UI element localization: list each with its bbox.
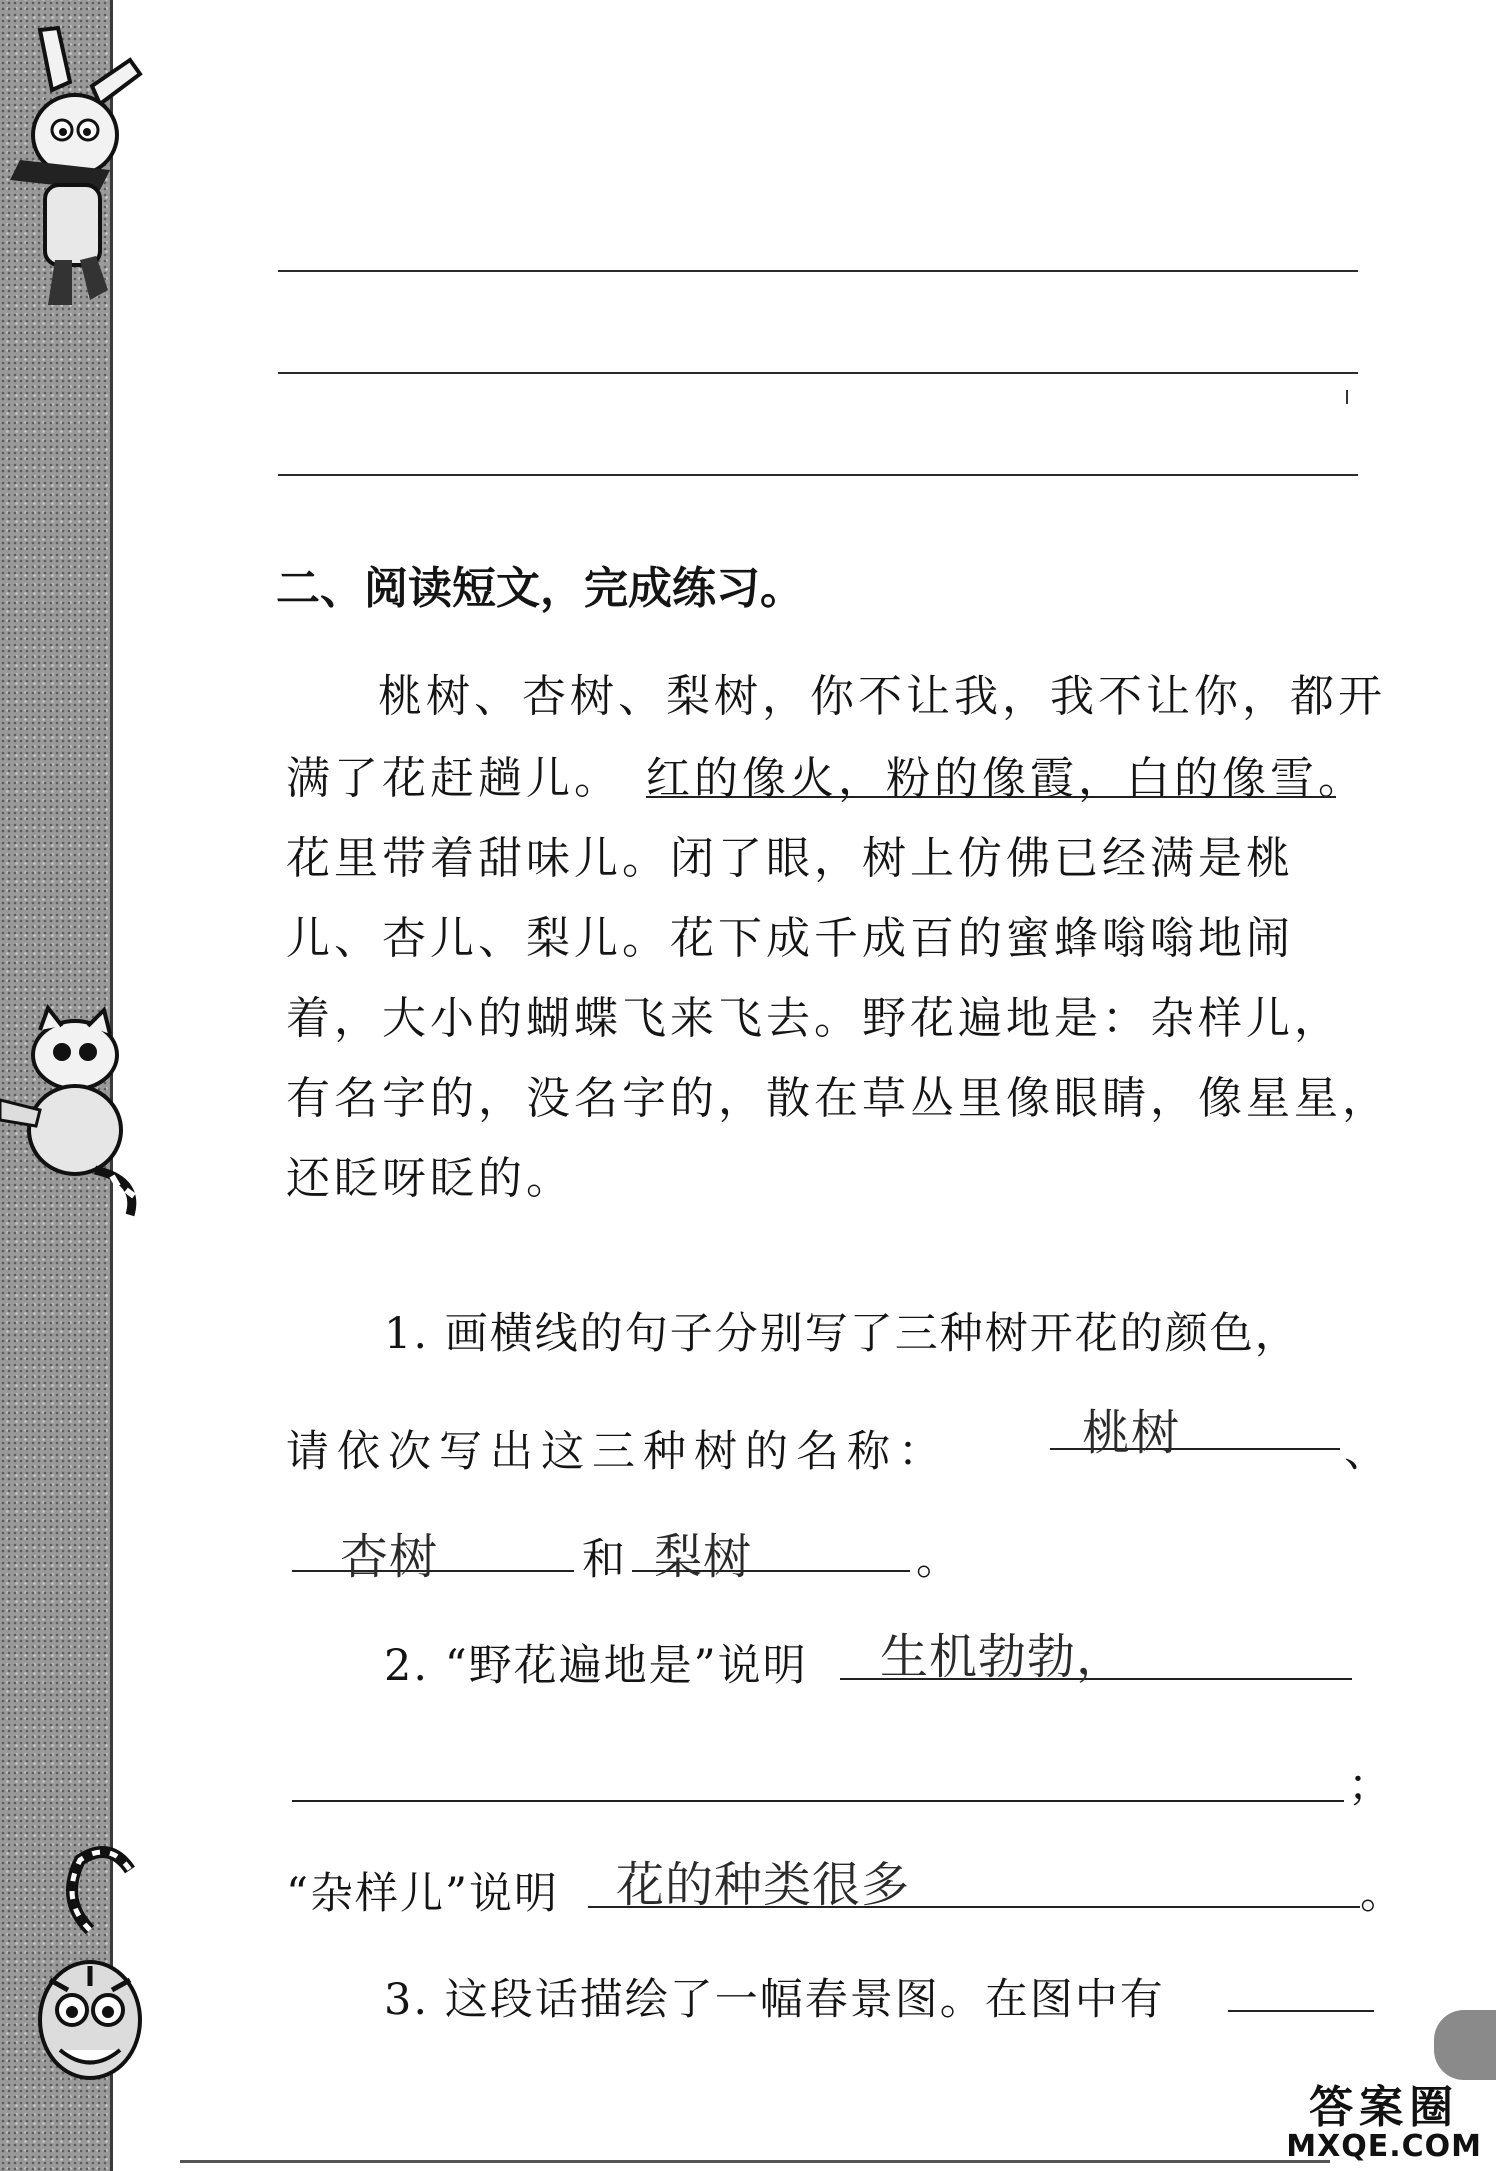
question-2-prompt-2: “杂样儿”说明 — [286, 1869, 559, 1919]
raccoon-cartoon-icon — [0, 1000, 160, 1230]
watermark-line-1: 答案圈 — [1309, 2082, 1460, 2133]
question-1-prompt: 请依次写出这三种树的名称： — [286, 1427, 949, 1477]
handwritten-answer-1: 桃树 — [1082, 1407, 1181, 1460]
handwritten-answer-4: 生机勃勃， — [880, 1631, 1126, 1684]
answer-blank-7[interactable] — [1228, 2010, 1374, 2012]
question-1-text: 1. 画横线的句子分别写了三种树开花的颜色， — [384, 1309, 1300, 1359]
semicolon: ； — [1348, 1761, 1393, 1811]
question-3-text: 3. 这段话描绘了一幅春景图。在图中有 — [384, 1975, 1165, 2025]
passage-line: 花里带着甜味儿。闭了眼，树上仿佛已经满是桃 — [286, 833, 1294, 884]
site-watermark — [1286, 2082, 1482, 2164]
section-heading: 二、阅读短文，完成练习。 — [276, 563, 804, 614]
end-period: 。 — [916, 1535, 961, 1585]
watermark-line-2: MXQE.COM — [1286, 2129, 1482, 2164]
handwritten-answer-3: 梨树 — [654, 1531, 753, 1584]
passage-line: 满了花赶趟儿。 — [286, 753, 622, 804]
handwritten-answer-2: 杏树 — [340, 1531, 439, 1584]
answer-line[interactable] — [278, 474, 1358, 476]
conjunction-he: 和 — [582, 1535, 627, 1585]
answer-line[interactable] — [278, 372, 1358, 374]
rabbit-cartoon-icon — [0, 20, 160, 320]
passage-line: 还眨呀眨的。 — [286, 1153, 574, 1204]
separator-comma: 、 — [1344, 1427, 1389, 1477]
end-period: 。 — [1360, 1869, 1405, 1919]
page-corner-tab — [1434, 2010, 1496, 2080]
page-bottom-border — [180, 2160, 1330, 2163]
stray-tick-mark — [1346, 390, 1348, 404]
passage-line: 着，大小的蝴蝶飞来飞去。野花遍地是：杂样儿， — [286, 993, 1342, 1044]
answer-line[interactable] — [278, 270, 1358, 272]
question-2-text: 2. “野花遍地是”说明 — [384, 1641, 808, 1691]
passage-underlined-sentence: 红的像火，粉的像霞，白的像雪。 — [646, 753, 1366, 804]
passage-line: 儿、杏儿、梨儿。花下成千成百的蜜蜂嗡嗡地闹 — [286, 913, 1294, 964]
passage-sentence-underline — [646, 796, 1336, 798]
tiger-cartoon-icon — [20, 1840, 170, 2140]
handwritten-answer-5: 花的种类很多 — [616, 1859, 911, 1912]
passage-line: 桃树、杏树、梨树，你不让我，我不让你，都开 — [378, 671, 1386, 722]
passage-line: 有名字的，没名字的，散在草丛里像眼睛，像星星， — [286, 1073, 1390, 1124]
answer-blank-5[interactable] — [292, 1800, 1344, 1802]
